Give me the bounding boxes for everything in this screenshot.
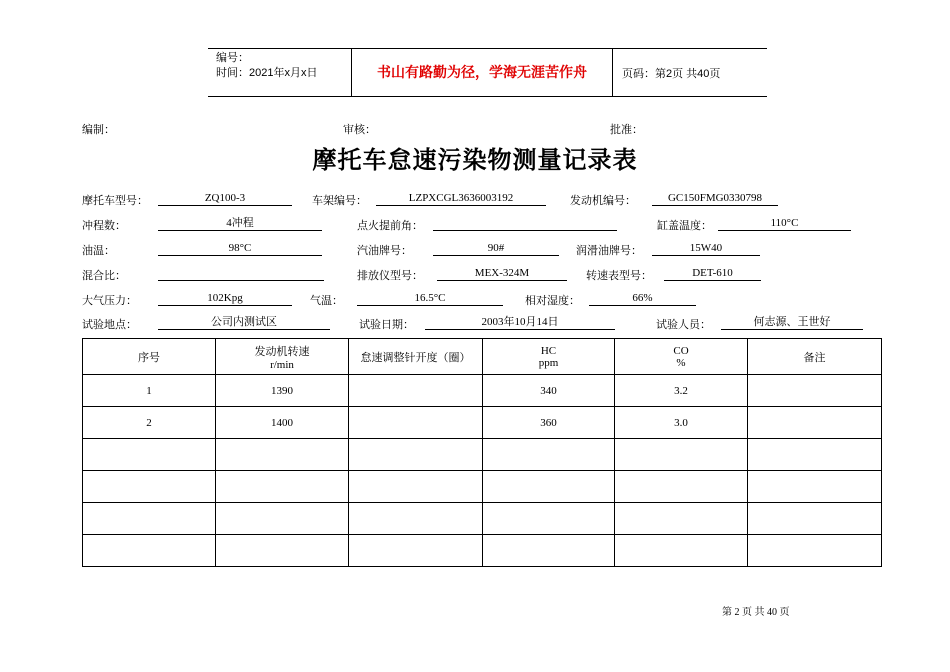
- frame-label: 车架编号：: [312, 195, 367, 207]
- cell-empty: [216, 535, 349, 567]
- air-temp-value: 16.5°C: [357, 291, 503, 306]
- cell-empty: [349, 439, 483, 471]
- cell-empty: [748, 471, 882, 503]
- col-co-header-line1: CO: [673, 344, 689, 357]
- oil-temp-label: 油温：: [82, 245, 115, 257]
- cell-hc: 340: [483, 375, 615, 407]
- table-row: [83, 407, 882, 439]
- cell-rpm: 1400: [216, 407, 349, 439]
- cell-needle: [349, 375, 483, 407]
- cell-empty: [216, 471, 349, 503]
- page-title: 摩托车怠速污染物测量记录表: [312, 146, 638, 174]
- cell-seq: 1: [83, 375, 216, 407]
- cell-empty: [483, 439, 615, 471]
- cell-empty: [615, 503, 748, 535]
- col-rpm-header-line1: 发动机转速: [254, 345, 310, 358]
- cylinder-temp-value: 110°C: [718, 216, 851, 231]
- approver-label: 批准：: [610, 124, 643, 136]
- date-label: 试验日期：: [359, 319, 414, 331]
- mix-value: [158, 266, 324, 281]
- cell-hc: 360: [483, 407, 615, 439]
- ignition-label: 点火提前角：: [357, 220, 423, 232]
- ignition-value: [433, 216, 617, 231]
- cell-needle: [349, 407, 483, 439]
- humidity-label: 相对湿度：: [525, 295, 580, 307]
- tester-label: 试验人员：: [656, 319, 711, 331]
- col-rpm-header: [216, 339, 349, 375]
- table-row: [83, 375, 882, 407]
- cell-empty: [483, 471, 615, 503]
- cell-remark: [748, 375, 882, 407]
- cell-co: 3.2: [615, 375, 748, 407]
- cell-empty: [216, 503, 349, 535]
- col-hc-header-line1: HC: [540, 344, 557, 357]
- lube-label: 润滑油牌号：: [576, 245, 642, 257]
- cell-empty: [349, 535, 483, 567]
- col-hc-header-line2: ppm: [538, 356, 559, 369]
- table-row-empty: [83, 535, 882, 567]
- stroke-label: 冲程数：: [82, 220, 126, 232]
- reviewer-label: 审核：: [343, 124, 376, 136]
- site-value: 公司内测试区: [158, 315, 330, 330]
- oil-temp-value: 98°C: [158, 241, 322, 256]
- cell-empty: [483, 503, 615, 535]
- cell-empty: [483, 535, 615, 567]
- pressure-value: 102Kpg: [158, 291, 292, 306]
- number-label: 编号：: [216, 52, 249, 64]
- lube-value: 15W40: [652, 241, 760, 256]
- air-temp-label: 气温：: [310, 295, 343, 307]
- col-co-header: [615, 339, 748, 375]
- cell-empty: [748, 503, 882, 535]
- editor-label: 编制：: [82, 124, 115, 136]
- cell-remark: [748, 407, 882, 439]
- tester-value: 何志源、王世好: [721, 315, 863, 330]
- frame-value: LZPXCGL3636003192: [376, 191, 546, 206]
- col-seq-header: 序号: [83, 339, 216, 375]
- table-row-empty: [83, 439, 882, 471]
- gasoline-label: 汽油牌号：: [357, 245, 412, 257]
- table-header-row: [83, 339, 882, 375]
- stroke-value: 4冲程: [158, 216, 322, 231]
- cell-empty: [83, 439, 216, 471]
- cell-empty: [83, 471, 216, 503]
- cell-empty: [615, 471, 748, 503]
- cell-seq: 2: [83, 407, 216, 439]
- analyzer-value: MEX-324M: [437, 266, 567, 281]
- cell-empty: [83, 535, 216, 567]
- col-co-header-line2: %: [676, 356, 686, 369]
- analyzer-label: 排放仪型号：: [357, 270, 423, 282]
- humidity-value: 66%: [589, 291, 696, 306]
- header-divider: [612, 48, 613, 97]
- date-value: 2003年10月14日: [425, 315, 615, 330]
- site-label: 试验地点：: [82, 319, 137, 331]
- time-label: 时间：2021年x月x日: [216, 67, 318, 79]
- header-bottom-rule: [208, 96, 767, 97]
- motto: 书山有路勤为径，学海无涯苦作舟: [377, 65, 587, 81]
- cell-empty: [216, 439, 349, 471]
- page-info: 页码：第2页 共40页: [622, 68, 721, 80]
- mix-label: 混合比：: [82, 270, 126, 282]
- engine-label: 发动机编号：: [570, 195, 636, 207]
- engine-value: GC150FMG0330798: [652, 191, 778, 206]
- pressure-label: 大气压力：: [82, 295, 137, 307]
- tacho-label: 转速表型号：: [586, 270, 652, 282]
- cell-empty: [748, 439, 882, 471]
- table-row-empty: [83, 471, 882, 503]
- col-remark-header: 备注: [748, 339, 882, 375]
- tacho-value: DET-610: [664, 266, 761, 281]
- cell-rpm: 1390: [216, 375, 349, 407]
- cell-empty: [83, 503, 216, 535]
- table-row-empty: [83, 503, 882, 535]
- model-value: ZQ100-3: [158, 191, 292, 206]
- cell-empty: [615, 439, 748, 471]
- page-footer: 第 2 页 共 40 页: [722, 607, 790, 618]
- cylinder-temp-label: 缸盖温度：: [657, 220, 712, 232]
- col-needle-header: 怠速调整针开度（圈）: [349, 339, 483, 375]
- cell-co: 3.0: [615, 407, 748, 439]
- cell-empty: [615, 535, 748, 567]
- cell-empty: [349, 471, 483, 503]
- cell-empty: [349, 503, 483, 535]
- header-meta: [216, 51, 317, 81]
- col-hc-header: [483, 339, 615, 375]
- cell-empty: [748, 535, 882, 567]
- gasoline-value: 90#: [433, 241, 559, 256]
- model-label: 摩托车型号：: [82, 195, 148, 207]
- measurement-table: [82, 338, 882, 567]
- col-rpm-header-line2: r/min: [270, 358, 294, 371]
